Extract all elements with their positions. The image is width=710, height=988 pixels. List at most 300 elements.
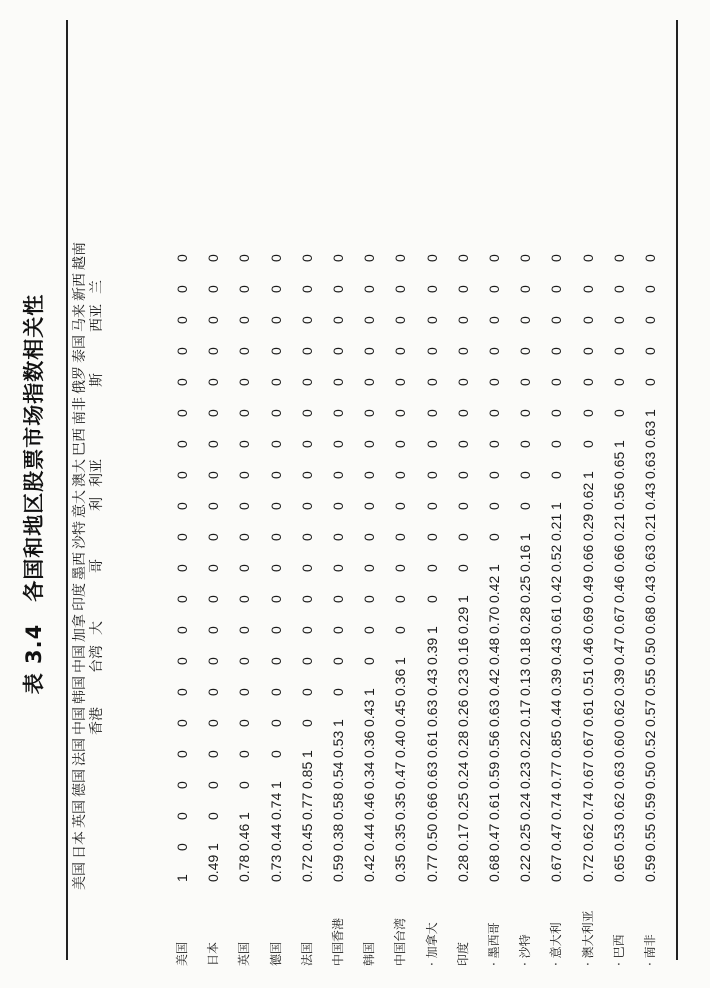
table-cell: 0	[361, 533, 378, 541]
table-cell: 0.59	[486, 761, 502, 789]
table-cell: 0	[267, 285, 284, 293]
table-cell: 0	[454, 409, 471, 417]
row-label: · 意大利	[549, 922, 564, 966]
table-cell: 0	[205, 347, 222, 355]
table-cell: 0	[330, 440, 346, 448]
table-cell: 1	[174, 874, 190, 882]
table-cell: 0	[298, 533, 315, 541]
table-cell: 0.17	[517, 699, 534, 727]
table-cell: 0	[267, 440, 284, 448]
table-cell: 0	[205, 719, 222, 727]
table-cell: 0	[174, 440, 190, 448]
table-cell: 0.73	[267, 854, 284, 882]
table-cell: 0	[330, 254, 346, 262]
column-header	[72, 521, 89, 549]
table-cell: 0.63	[642, 420, 658, 448]
table-cell: 0.17	[454, 823, 471, 851]
table-cell: 0.45	[298, 823, 315, 851]
table-cell: 0.24	[517, 792, 534, 820]
table-cell: 1	[298, 750, 315, 758]
table-cell: 0.77	[423, 854, 440, 882]
table-cell: 0.47	[610, 637, 627, 665]
table-cell: 0	[236, 316, 253, 324]
table-cell: 0.34	[361, 761, 378, 789]
column-header	[72, 459, 106, 487]
column-header-line: 泰国	[72, 335, 88, 363]
row-label: · 南非	[643, 934, 657, 966]
table-cell: 0.44	[267, 823, 284, 851]
column-header	[72, 769, 89, 797]
column-header-line: 意大	[72, 490, 88, 518]
table-cell: 0	[548, 471, 565, 479]
table-cell: 0	[267, 750, 284, 758]
row-label: 德国	[268, 941, 283, 966]
table-cell: 0.55	[642, 823, 658, 851]
column-header	[72, 242, 89, 270]
table-cell: 0.59	[642, 854, 658, 882]
table-cell: 0.63	[642, 451, 658, 479]
table-cell: 0	[579, 409, 596, 417]
table-cell: 0.28	[454, 730, 471, 758]
table-cell: 0.40	[392, 730, 409, 758]
table-cell: 0	[454, 285, 471, 293]
table-cell: 0.16	[517, 544, 534, 572]
table-cell: 0	[205, 781, 222, 789]
row-label: 美国	[175, 941, 189, 966]
table-cell: 0	[423, 533, 440, 541]
table-cell: 1	[423, 626, 440, 634]
table-cell: 0	[486, 285, 502, 293]
table-cell: 0	[454, 564, 471, 572]
table-cell: 0	[298, 502, 315, 510]
table-cell: 0.61	[548, 606, 565, 634]
column-header	[72, 490, 106, 518]
table-cell: 0	[205, 688, 222, 696]
table-cell: 0	[174, 502, 190, 510]
table-cell: 0.59	[642, 792, 658, 820]
table-cell: 0	[236, 347, 253, 355]
table-cell: 0	[236, 533, 253, 541]
table-cell: 0	[486, 378, 502, 386]
column-header-line: 沙特	[72, 521, 88, 549]
table-cell: 0	[298, 688, 315, 696]
table-cell: 0	[267, 533, 284, 541]
table-cell: 0	[174, 347, 190, 355]
table-cell: 0.16	[454, 637, 471, 665]
column-header-line: 斯	[89, 373, 105, 387]
column-header	[72, 676, 89, 704]
table-bottom-rule	[676, 20, 678, 960]
table-cell: 0.46	[579, 637, 596, 665]
table-cell: 0.25	[517, 823, 534, 851]
table-cell: 1	[392, 657, 409, 665]
table-cell: 0	[517, 378, 534, 386]
table-cell: 0	[174, 812, 190, 820]
table-cell: 0	[298, 316, 315, 324]
column-header	[72, 304, 106, 332]
table-cell: 0	[205, 378, 222, 386]
table-cell: 0.50	[423, 823, 440, 851]
column-header-line: 南非	[72, 397, 88, 425]
table-cell: 0.45	[392, 699, 409, 727]
table-cell: 0.46	[361, 792, 378, 820]
table-cell: 0.47	[548, 823, 565, 851]
table-cell: 0.49	[579, 575, 596, 603]
table-cell: 0	[205, 657, 222, 665]
table-cell: 0	[423, 285, 440, 293]
table-cell: 0	[610, 409, 627, 417]
table-cell: 0.52	[548, 544, 565, 572]
table-cell: 0.74	[579, 792, 596, 820]
table-cell: 0	[486, 316, 502, 324]
column-header-line: 俄罗	[72, 366, 88, 394]
table-cell: 0.63	[423, 761, 440, 789]
table-cell: 0	[298, 595, 315, 603]
table-cell: 0.42	[486, 668, 502, 696]
table-cell: 0.21	[642, 513, 658, 541]
table-cell: 0	[392, 595, 409, 603]
table-cell: 1	[330, 719, 346, 727]
table-cell: 0	[642, 347, 658, 355]
table-cell: 0	[205, 254, 222, 262]
table-cell: 0	[423, 502, 440, 510]
column-header-line: 新西	[72, 273, 88, 301]
table-cell: 0	[361, 409, 378, 417]
table-cell: 0.35	[392, 792, 409, 820]
table-cell: 0	[267, 347, 284, 355]
table-cell: 0	[174, 626, 190, 634]
table-cell: 0	[610, 378, 627, 386]
table-cell: 0	[548, 316, 565, 324]
table-cell: 0.25	[517, 575, 534, 603]
table-cell: 1	[610, 440, 627, 448]
table-cell: 0	[361, 316, 378, 324]
table-cell: 0	[205, 440, 222, 448]
table-cell: 0	[454, 316, 471, 324]
table-cell: 0	[517, 254, 534, 262]
table-cell: 0.65	[610, 854, 627, 882]
table-cell: 0.22	[517, 854, 534, 882]
table-cell: 0	[423, 440, 440, 448]
table-cell: 0	[174, 471, 190, 479]
table-cell: 0	[610, 285, 627, 293]
table-cell: 0	[174, 316, 190, 324]
table-cell: 0	[423, 316, 440, 324]
table-cell: 0	[454, 254, 471, 262]
table-cell: 0.72	[298, 854, 315, 882]
table-cell: 0.42	[486, 575, 502, 603]
table-cell: 0.43	[548, 637, 565, 665]
table-cell: 0	[330, 316, 346, 324]
column-header-line: 中国	[72, 707, 88, 735]
table-cell: 0	[486, 254, 502, 262]
table-cell: 0	[236, 657, 253, 665]
row-label: 韩国	[362, 941, 377, 966]
table-cell: 1	[267, 781, 284, 789]
table-cell: 0	[392, 440, 409, 448]
table-cell: 0.57	[642, 699, 658, 727]
table-cell: 0	[236, 440, 253, 448]
table-cell: 0	[392, 254, 409, 262]
table-cell: 0	[486, 502, 502, 510]
table-cell: 0.55	[642, 668, 658, 696]
table-cell: 0	[392, 533, 409, 541]
column-header	[72, 645, 106, 673]
column-header-line: 韩国	[72, 676, 88, 704]
table-cell: 0.62	[579, 482, 596, 510]
column-header-line: 加拿	[72, 614, 88, 642]
table-cell: 0	[361, 254, 378, 262]
table-cell: 0	[236, 595, 253, 603]
table-cell: 0.47	[392, 761, 409, 789]
table-cell: 0.63	[642, 544, 658, 572]
table-cell: 0	[454, 502, 471, 510]
table-cell: 0	[517, 440, 534, 448]
table-cell: 1	[361, 688, 378, 696]
table-cell: 0	[267, 564, 284, 572]
table-cell: 0	[267, 471, 284, 479]
table-cell: 0	[174, 564, 190, 572]
table-cell: 0	[392, 378, 409, 386]
table-cell: 0	[548, 378, 565, 386]
table-cell: 0	[330, 347, 346, 355]
table-cell: 0.43	[423, 668, 440, 696]
table-cell: 0.63	[610, 761, 627, 789]
column-header-line: 利	[89, 497, 105, 511]
table-cell: 0	[610, 316, 627, 324]
column-header-line: 马来	[72, 304, 88, 332]
table-cell: 0.61	[423, 730, 440, 758]
table-cell: 0	[298, 285, 315, 293]
column-header-line: 澳大	[72, 459, 88, 487]
table-cell: 0.50	[642, 637, 658, 665]
table-cell: 0	[392, 409, 409, 417]
column-header	[72, 428, 89, 456]
table-cell: 0.35	[392, 854, 409, 882]
column-header-line: 兰	[89, 280, 105, 294]
table-cell: 0	[267, 254, 284, 262]
row-label: 法国	[299, 941, 314, 966]
table-cell: 0	[236, 254, 253, 262]
table-cell: 0.35	[392, 823, 409, 851]
table-cell: 0.77	[298, 792, 315, 820]
column-header-line: 西亚	[89, 304, 105, 332]
table-cell: 0.65	[610, 451, 627, 479]
table-cell: 0	[392, 285, 409, 293]
table-cell: 0	[174, 750, 190, 758]
table-cell: 0	[579, 316, 596, 324]
table-cell: 0	[267, 316, 284, 324]
table-cell: 0.67	[548, 854, 565, 882]
table-cell: 0	[610, 254, 627, 262]
table-cell: 0	[361, 440, 378, 448]
table-cell: 0.62	[579, 823, 596, 851]
table-cell: 0	[517, 285, 534, 293]
table-cell: 0	[486, 440, 502, 448]
table-cell: 0	[361, 378, 378, 386]
table-cell: 0	[298, 254, 315, 262]
table-cell: 0	[205, 626, 222, 634]
table-cell: 0	[174, 285, 190, 293]
table-cell: 0.58	[330, 792, 346, 820]
table-cell: 0.47	[486, 823, 502, 851]
column-header-line: 英国	[72, 800, 88, 828]
table-cell: 0	[454, 440, 471, 448]
table-cell: 0	[236, 285, 253, 293]
table-cell: 0	[236, 502, 253, 510]
table-cell: 0	[205, 285, 222, 293]
column-header	[72, 552, 106, 580]
table-cell: 0.78	[236, 854, 253, 882]
table-cell: 0	[454, 533, 471, 541]
table-cell: 0	[454, 347, 471, 355]
table-cell: 0	[423, 471, 440, 479]
table-cell: 0.42	[361, 854, 378, 882]
column-header	[72, 583, 89, 611]
table-cell: 0.74	[548, 792, 565, 820]
column-header-line: 台湾	[89, 645, 105, 673]
table-cell: 0	[205, 750, 222, 758]
table-cell: 0.28	[454, 854, 471, 882]
column-header-line: 大	[89, 621, 105, 635]
column-header-line: 美国	[72, 862, 88, 890]
column-header	[72, 862, 89, 890]
table-cell: 0	[392, 316, 409, 324]
table-cell: 0	[486, 533, 502, 541]
table-cell: 0	[205, 595, 222, 603]
table-cell: 0.39	[548, 668, 565, 696]
table-cell: 0	[298, 440, 315, 448]
table-cell: 1	[454, 595, 471, 603]
table-cell: 1	[486, 564, 502, 572]
table-cell: 0.67	[579, 730, 596, 758]
table-cell: 0	[298, 409, 315, 417]
table-cell: 0	[236, 471, 253, 479]
table-cell: 0	[548, 409, 565, 417]
table-cell: 0	[642, 378, 658, 386]
table-cell: 0	[205, 502, 222, 510]
table-cell: 0.43	[361, 699, 378, 727]
table-cell: 0	[330, 688, 346, 696]
row-label: 中国台湾	[393, 917, 408, 966]
table-cell: 0.72	[579, 854, 596, 882]
column-header	[72, 738, 89, 766]
table-cell: 0.44	[548, 699, 565, 727]
table-cell: 0	[548, 285, 565, 293]
table-cell: 1	[236, 812, 253, 820]
row-label: 英国	[237, 941, 252, 966]
row-label: · 沙特	[518, 934, 533, 966]
table-cell: 0.36	[392, 668, 409, 696]
table-cell: 0	[361, 626, 378, 634]
table-cell: 0	[236, 750, 253, 758]
table-cell: 0	[423, 347, 440, 355]
table-cell: 0	[517, 502, 534, 510]
table-cell: 0.66	[423, 792, 440, 820]
table-cell: 0	[174, 409, 190, 417]
table-cell: 0.24	[454, 761, 471, 789]
table-cell: 0.21	[610, 513, 627, 541]
table-cell: 0	[361, 502, 378, 510]
table-cell: 0	[423, 378, 440, 386]
table-cell: 0	[579, 440, 596, 448]
table-cell: 0.67	[579, 761, 596, 789]
table-cell: 0.52	[642, 730, 658, 758]
table-cell: 0	[392, 502, 409, 510]
table-cell: 0.46	[610, 575, 627, 603]
table-cell: 0	[330, 471, 346, 479]
table-cell: 0	[174, 595, 190, 603]
row-label: · 澳大利亚	[580, 910, 595, 966]
table-cell: 0	[392, 626, 409, 634]
table-cell: 0.63	[423, 699, 440, 727]
table-cell: 0.56	[486, 730, 502, 758]
column-header	[72, 273, 106, 301]
row-label: · 加拿大	[424, 922, 439, 966]
table-cell: 0.63	[486, 699, 502, 727]
column-header-line: 德国	[72, 769, 88, 797]
table-cell: 0.62	[610, 699, 627, 727]
table-cell: 1	[579, 471, 596, 479]
table-cell: 0	[330, 533, 346, 541]
row-label: 印度	[455, 941, 470, 966]
table-cell: 0	[174, 781, 190, 789]
table-cell: 0	[298, 471, 315, 479]
table-cell: 0	[174, 254, 190, 262]
table-cell: 0	[392, 564, 409, 572]
table-cell: 0	[361, 471, 378, 479]
table-cell: 0	[205, 812, 222, 820]
table-cell: 0	[486, 347, 502, 355]
table-cell: 0	[330, 595, 346, 603]
table-cell: 0	[517, 316, 534, 324]
table-cell: 0	[330, 502, 346, 510]
table-cell: 0	[361, 285, 378, 293]
table-cell: 0	[330, 657, 346, 665]
table-cell: 0	[454, 378, 471, 386]
table-cell: 0.22	[517, 730, 534, 758]
table-cell: 0.43	[642, 482, 658, 510]
table-cell: 0	[267, 719, 284, 727]
column-header	[72, 614, 106, 642]
table-cell: 0.29	[579, 513, 596, 541]
table-cell: 0	[579, 285, 596, 293]
table-cell: 0	[205, 316, 222, 324]
table-top-rule	[66, 20, 68, 960]
table-cell: 0.69	[579, 606, 596, 634]
table-cell: 0	[267, 595, 284, 603]
table-cell: 0	[298, 347, 315, 355]
table-cell: 0	[205, 409, 222, 417]
table-cell: 0.70	[486, 606, 502, 634]
table-cell: 1	[517, 533, 534, 541]
column-header-line: 印度	[72, 583, 88, 611]
table-cell: 1	[205, 843, 222, 851]
table-cell: 0	[298, 626, 315, 634]
table-cell: 0	[174, 378, 190, 386]
table-cell: 0.77	[548, 761, 565, 789]
table-cell: 0	[579, 378, 596, 386]
table-cell: 0.56	[610, 482, 627, 510]
table-cell: 0.39	[610, 668, 627, 696]
column-header	[72, 800, 89, 828]
table-cell: 0	[236, 378, 253, 386]
table-cell: 0	[548, 347, 565, 355]
table-cell: 0	[392, 471, 409, 479]
table-cell: 0	[298, 657, 315, 665]
row-label: 日本	[206, 941, 221, 966]
table-cell: 0.23	[454, 668, 471, 696]
